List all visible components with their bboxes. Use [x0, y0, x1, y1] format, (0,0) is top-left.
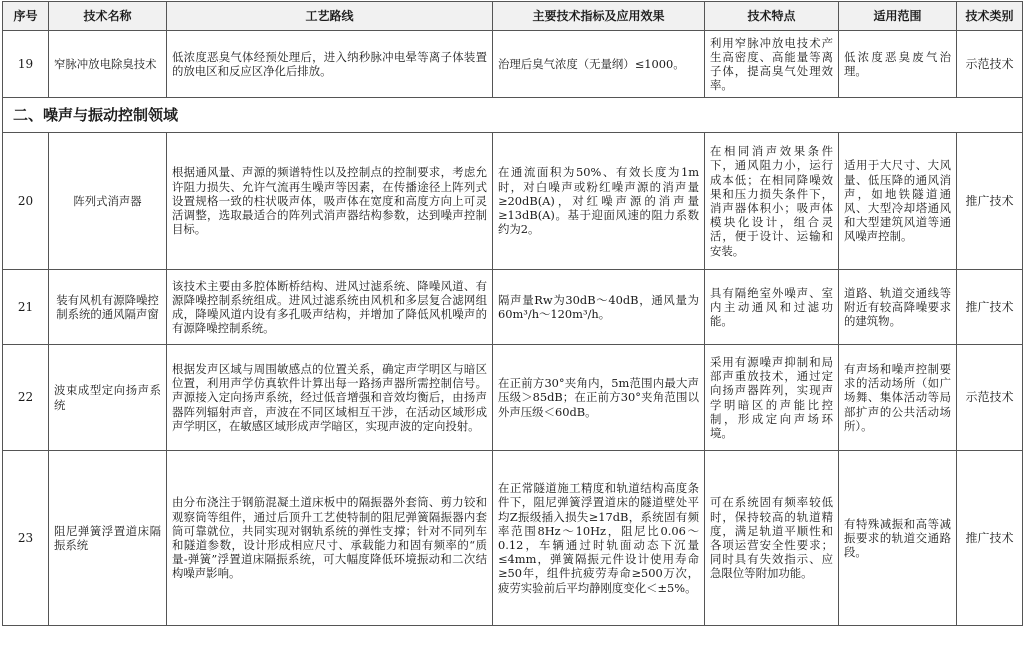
- row-number: 19: [3, 31, 49, 98]
- row-number: 23: [3, 451, 49, 626]
- process-route: 该技术主要由多腔体断桥结构、进风过滤系统、降噪风道、有源降噪控制系统组成。进风过滤系统由风机和多层复合滤网组成，降噪风道内设有多孔吸声结构，并增加了降低风机噪声的有源降噪控制系统。: [167, 270, 493, 345]
- scope: 有声场和噪声控制要求的活动场所（如广场舞、集体活动等局部扩声的公共活动场所）。: [839, 345, 957, 451]
- header-indicators: 主要技术指标及应用效果: [493, 2, 705, 31]
- features: 采用有源噪声抑制和局部声重放技术，通过定向扬声器阵列，实现声学明暗区的声能比控制，形成定向声场环境。: [705, 345, 839, 451]
- features: 具有隔绝室外噪声、室内主动通风和过滤功能。: [705, 270, 839, 345]
- category: 示范技术: [957, 31, 1023, 98]
- scope: 有特殊减振和高等减振要求的轨道交通路段。: [839, 451, 957, 626]
- table-row: [3, 270, 1023, 345]
- header-row: [3, 2, 1023, 31]
- section-title: 二、噪声与振动控制领域: [3, 98, 1023, 133]
- features: 利用窄脉冲放电技术产生高密度、高能量等离子体，提高臭气处理效率。: [705, 31, 839, 98]
- row-number: 20: [3, 133, 49, 270]
- indicators: 治理后臭气浓度（无量纲）≤1000。: [493, 31, 705, 98]
- header-scope: 适用范围: [839, 2, 957, 31]
- category: 推广技术: [957, 270, 1023, 345]
- header-route: 工艺路线: [167, 2, 493, 31]
- category: 推广技术: [957, 133, 1023, 270]
- indicators: 隔声量Rw为30dB～40dB，通风量为60m³/h～120m³/h。: [493, 270, 705, 345]
- indicators: 在正常隧道施工精度和轨道结构高度条件下，阻尼弹簧浮置道床的隧道壁处平均Z振级插入损失≥17dB，系统固有频率范围8Hz～10Hz，阻尼比0.06～0.12，车辆通过时轨面动态下沉量≤4mm，弹簧隔振元件设计使用寿命≥50年，组件抗疲劳寿命≥500万次，疲劳实验前后平均静刚度变化＜±5%。: [493, 451, 705, 626]
- process-route: 根据发声区域与周围敏感点的位置关系，确定声学明区与暗区位置，利用声学仿真软件计算出每一路扬声器所需控制信号。声源接入定向扬声系统，经过低音增强和音效均衡后，由扬声器阵列辐射声音，声波在不同区域相互干涉，在活动区域形成声学明区，在敏感区域形成声学暗区，实现声波的定向投射。: [167, 345, 493, 451]
- tech-name: 装有风机有源降噪控制系统的通风隔声窗: [49, 270, 167, 345]
- features: 可在系统固有频率较低时，保持较高的轨道精度，满足轨道平顺性和各项运营安全性要求；同时具有失效指示、应急限位等附加功能。: [705, 451, 839, 626]
- process-route: 根据通风量、声源的频谱特性以及控制点的控制要求，考虑允许阻力损失、允许气流再生噪声等因素，在传播途径上阵列式设置规格一致的柱状吸声体，吸声体在宽度和高度方向上可灵活调整，选取最适合的阵列式消声器结构参数，达到噪声控制目标。: [167, 133, 493, 270]
- features: 在相同消声效果条件下，通风阻力小，运行成本低；在相同降噪效果和压力损失条件下，消声器体积小；吸声体模块化设计，组合灵活，便于设计、运输和安装。: [705, 133, 839, 270]
- category: 推广技术: [957, 451, 1023, 626]
- process-route: 低浓度恶臭气体经预处理后，进入纳秒脉冲电晕等离子体装置的放电区和反应区净化后排放。: [167, 31, 493, 98]
- tech-name: 阵列式消声器: [49, 133, 167, 270]
- section-row: [3, 98, 1023, 133]
- table-row: [3, 345, 1023, 451]
- header-name: 技术名称: [49, 2, 167, 31]
- header-features: 技术特点: [705, 2, 839, 31]
- category: 示范技术: [957, 345, 1023, 451]
- scope: 道路、轨道交通线等附近有较高降噪要求的建筑物。: [839, 270, 957, 345]
- tech-name: 窄脉冲放电除臭技术: [49, 31, 167, 98]
- table-row: [3, 451, 1023, 626]
- row-number: 22: [3, 345, 49, 451]
- tech-name: 阻尼弹簧浮置道床隔振系统: [49, 451, 167, 626]
- process-route: 由分布浇注于钢筋混凝土道床板中的隔振器外套筒、剪力铰和观察筒等组件，通过后顶升工艺使特制的阻尼弹簧隔振器内套筒可靠就位，共同实现对钢轨系统的弹性支撑；针对不同列车和隧道参数，设计形成相应尺寸、承载能力和固有频率的“质量-弹簧”浮置道床隔振系统，可大幅度降低环境振动和二次结构噪声影响。: [167, 451, 493, 626]
- header-no: 序号: [3, 2, 49, 31]
- scope: 适用于大尺寸、大风量、低压降的通风消声，如地铁隧道通风、大型冷却塔通风和大型建筑风道等通风噪声控制。: [839, 133, 957, 270]
- header-category: 技术类别: [957, 2, 1023, 31]
- indicators: 在正前方30°夹角内，5m范围内最大声压级＞85dB；在正前方30°夹角范围以外声压级＜60dB。: [493, 345, 705, 451]
- tech-name: 波束成型定向扬声系统: [49, 345, 167, 451]
- table-row: [3, 31, 1023, 98]
- table-row: [3, 133, 1023, 270]
- row-number: 21: [3, 270, 49, 345]
- technology-table: [2, 1, 1023, 626]
- indicators: 在通流面积为50%、有效长度为1m时，对白噪声或粉红噪声源的消声量≥20dB(A)，对红噪声源的消声量≥13dB(A)。基于迎面风速的阻力系数约为2。: [493, 133, 705, 270]
- scope: 低浓度恶臭废气治理。: [839, 31, 957, 98]
